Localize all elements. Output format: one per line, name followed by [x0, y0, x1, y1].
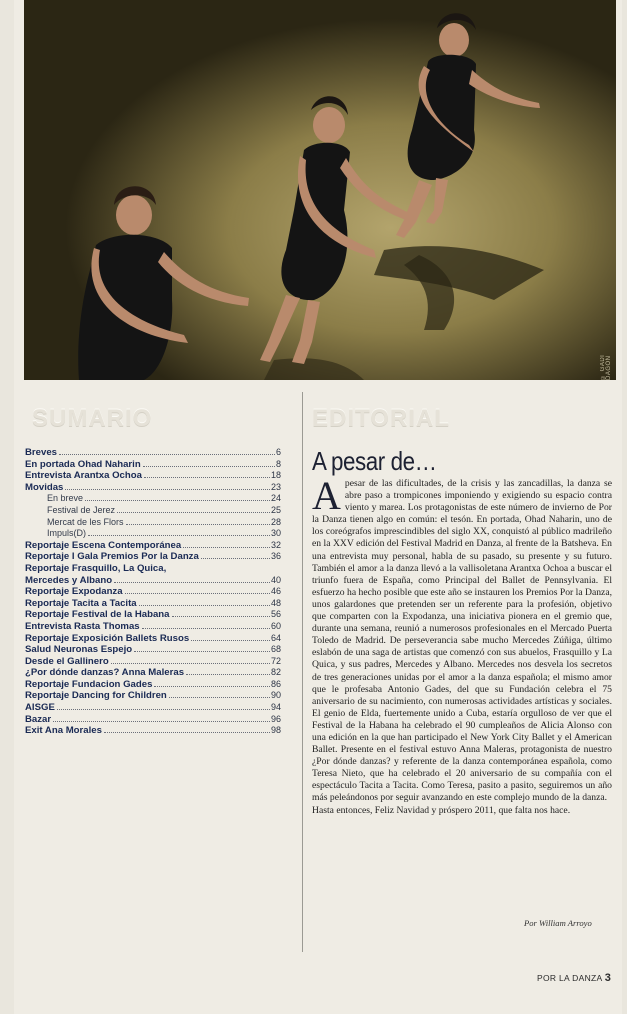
toc-entry-label: Mercedes y Albano: [25, 574, 113, 586]
toc-entry: [25, 621, 281, 633]
toc-leader-dots: [154, 686, 270, 687]
sumario-heading: SUMARIO: [32, 405, 153, 432]
toc-leader-dots: [191, 640, 270, 641]
toc-entry-label: Reportaje Expodanza: [25, 586, 123, 598]
toc-leader-dots: [57, 709, 270, 710]
column-divider: [302, 392, 303, 952]
editorial-body: [312, 473, 612, 817]
toc-entry-page: 86: [270, 678, 281, 689]
toc-entry-page: 28: [270, 516, 281, 527]
editorial-heading: EDITORIAL: [312, 405, 450, 432]
toc-entry-page: 56: [270, 609, 281, 620]
toc-entry-page: 8: [275, 458, 281, 469]
toc-leader-dots: [117, 512, 270, 513]
toc-entry: [25, 482, 281, 494]
toc-entry-page: 98: [270, 725, 281, 736]
toc-entry: [25, 598, 281, 610]
toc-entry: [25, 667, 281, 679]
toc-entry: [25, 493, 281, 505]
editorial-closing: Hasta entonces, Feliz Navidad y próspero 2011, que falta nos hace.: [312, 804, 571, 816]
toc-entry-label: Reportaje Festival de la Habana: [25, 609, 170, 621]
toc-entry-page: 40: [270, 574, 281, 585]
toc-entry-page: 48: [270, 597, 281, 608]
toc-entry-page: 30: [270, 528, 281, 539]
toc-leader-dots: [134, 651, 270, 652]
dancers-illustration: [24, 0, 616, 380]
toc-leader-dots: [111, 663, 270, 664]
toc-entry: [25, 470, 281, 482]
editorial-paragraph: pesar de las dificultades, de la crisis y las zancadillas, la danza se abre paso a trompicones imponiendo y exigiendo su espacio contra viento y marea. Los protagonistas de este número de invierno de Por la Danza tienen algo en común: el tesón. En portada, Ohad Naharin, uno de los coreógrafos imprescindibles del siglo XX, conquistó al público madrileño en la XXV edición del Festival Madrid en Danza, al frente de la Batsheva. En una entrevista muy personal, habla de su pasado, su presente y su futuro. También el amor a la danza llevó a la vallisoletana Arantxa Ochoa a buscar el triunfo fuera de España, como Principal del Ballet de Pennsylvania. El esfuerzo ha hecho posible que este año se instauren los Premios Por la Danza, unos galardones que pretenden ser un referente para la profesión, objetivo que comparten con la Expodanza, una iniciativa pionera en el gremio que, durante una semana, reunió a numerosos profesionales en el Mercado Puerta Toledo de Madrid. De perseverancia sabe mucho Mercedes Zúñiga, último eslabón de una saga de artistas que comenzó con sus abuelos, Frasquillo y La Quica, y sus padres, Mercedes y Albano. Mercedes nos desvela los secretos de tres generaciones unidas por el amor a la danza española; el mismo amor que le profesaba Antonio Gades, del que su Fundación celebra el 75 aniversario de su nacimiento, con numerosas actividades artísticas y sociales. El genio de Elda, fuertemente unido a Cuba, estaría orgulloso de ver que el Festival de la Habana ha celebrado el 90 cumpleaños de Alicia Alonso con una edición en la que han participado el New York City Ballet y el American Ballet. Presente en el festival estuvo Anna Maleras, protagonista de nuestro ¿Por dónde danzas? y referente de la danza contemporánea española, como Teresa Nieto, que ha celebrado el 20 aniversario de su compañía con el espectáculo Tacita a Tacita. Como Teresa, pasito a pasito, seguiremos un año más peleándonos por seguir avanzando en este complejo mundo de la danza.: [312, 478, 612, 804]
toc-entry-page: 6: [275, 447, 281, 457]
toc-leader-dots: [186, 674, 270, 675]
toc-entry: [25, 714, 281, 726]
toc-entry-page: 64: [270, 632, 281, 643]
toc-leader-dots: [139, 605, 270, 606]
toc-entry: [25, 586, 281, 598]
dancers-photo: [24, 0, 616, 380]
editorial-signature: Por William Arroyo: [524, 918, 592, 928]
toc-entry: [25, 656, 281, 668]
toc-entry-label: Movidas: [25, 481, 64, 493]
toc-entry-label: Reportaje Escena Contemporánea: [25, 539, 182, 551]
toc-entry-page: 90: [270, 690, 281, 701]
page-number: 3: [604, 972, 612, 984]
toc-leader-dots: [53, 721, 270, 722]
magazine-name: POR LA DANZA: [537, 973, 603, 983]
photo-credit: © GADI DAGON: [600, 354, 612, 380]
toc-entry-label: Entrevista Arantxa Ochoa: [25, 470, 142, 482]
toc-leader-dots: [143, 466, 275, 467]
magazine-page: [14, 0, 622, 1014]
toc-entry: [25, 459, 281, 471]
toc-entry: [25, 725, 281, 737]
toc-entry-page: 72: [270, 655, 281, 666]
toc-entry: [25, 690, 281, 702]
toc-entry-page: 32: [270, 539, 281, 550]
toc-leader-dots: [85, 500, 270, 501]
toc-entry: [25, 633, 281, 645]
page-footer: [537, 972, 611, 984]
toc-entry-label: Reportaje Dancing for Children: [25, 690, 167, 702]
toc-entry: [25, 575, 281, 587]
toc-leader-dots: [172, 616, 270, 617]
toc-entry: [25, 540, 281, 552]
toc-entry-label: AISGE: [25, 702, 55, 714]
table-of-contents: [25, 447, 281, 737]
toc-leader-dots: [125, 593, 270, 594]
toc-entry: [25, 609, 281, 621]
toc-entry-label: Exit Ana Morales: [25, 725, 102, 737]
toc-entry-label: Reportaje I Gala Premios Por la Danza: [25, 551, 199, 563]
toc-leader-dots: [104, 732, 270, 733]
toc-entry-label: Impuls(D): [47, 528, 87, 539]
toc-entry: [25, 528, 281, 540]
toc-entry-page: 60: [270, 620, 281, 631]
toc-entry: [25, 505, 281, 517]
toc-entry-page: 25: [270, 504, 281, 515]
toc-entry-label: Bazar: [25, 713, 52, 725]
toc-leader-dots: [201, 558, 270, 559]
toc-entry: [25, 517, 281, 529]
toc-entry-page: 68: [270, 644, 281, 655]
toc-leader-dots: [88, 535, 270, 536]
toc-entry-label: Breves: [25, 447, 58, 458]
toc-leader-dots: [144, 477, 270, 478]
toc-leader-dots: [65, 489, 270, 490]
toc-leader-dots: [169, 697, 270, 698]
toc-entry-label: ¿Por dónde danzas? Anna Maleras: [25, 667, 185, 679]
toc-entry: [25, 447, 281, 459]
toc-entry-label: Festival de Jerez: [47, 504, 116, 515]
toc-entry-page: 46: [270, 586, 281, 597]
toc-entry-label: Mercat de les Flors: [47, 516, 124, 527]
toc-entry-page: 36: [270, 551, 281, 562]
toc-entry-page: 18: [270, 470, 281, 481]
toc-entry-label: Desde el Gallinero: [25, 655, 109, 667]
toc-entry: [25, 644, 281, 656]
toc-entry-label: Entrevista Rasta Thomas: [25, 620, 140, 632]
toc-entry-page: 96: [270, 713, 281, 724]
toc-leader-dots: [126, 524, 270, 525]
toc-entry: [25, 679, 281, 691]
toc-leader-dots: [114, 582, 270, 583]
toc-entry-label: Reportaje Frasquillo, La Quica,: [25, 562, 167, 574]
toc-entry-label: En breve: [47, 493, 84, 504]
toc-entry: [25, 563, 281, 575]
toc-entry-page: 94: [270, 702, 281, 713]
toc-entry-label: Salud Neuronas Espejo: [25, 644, 133, 656]
toc-entry-page: 82: [270, 667, 281, 678]
toc-entry-label: En portada Ohad Naharin: [25, 458, 141, 470]
toc-entry: [25, 702, 281, 714]
toc-entry-page: 24: [270, 493, 281, 504]
editorial-title: A pesar de…: [312, 446, 437, 476]
toc-leader-dots: [183, 547, 270, 548]
toc-entry-label: Reportaje Exposición Ballets Rusos: [25, 632, 190, 644]
toc-entry-label: Reportaje Tacita a Tacita: [25, 597, 137, 609]
drop-cap: A: [312, 473, 341, 518]
toc-leader-dots: [142, 628, 270, 629]
toc-entry: [25, 551, 281, 563]
toc-entry-label: Reportaje Fundacion Gades: [25, 678, 153, 690]
toc-leader-dots: [59, 454, 275, 455]
toc-entry-page: 23: [270, 481, 281, 492]
